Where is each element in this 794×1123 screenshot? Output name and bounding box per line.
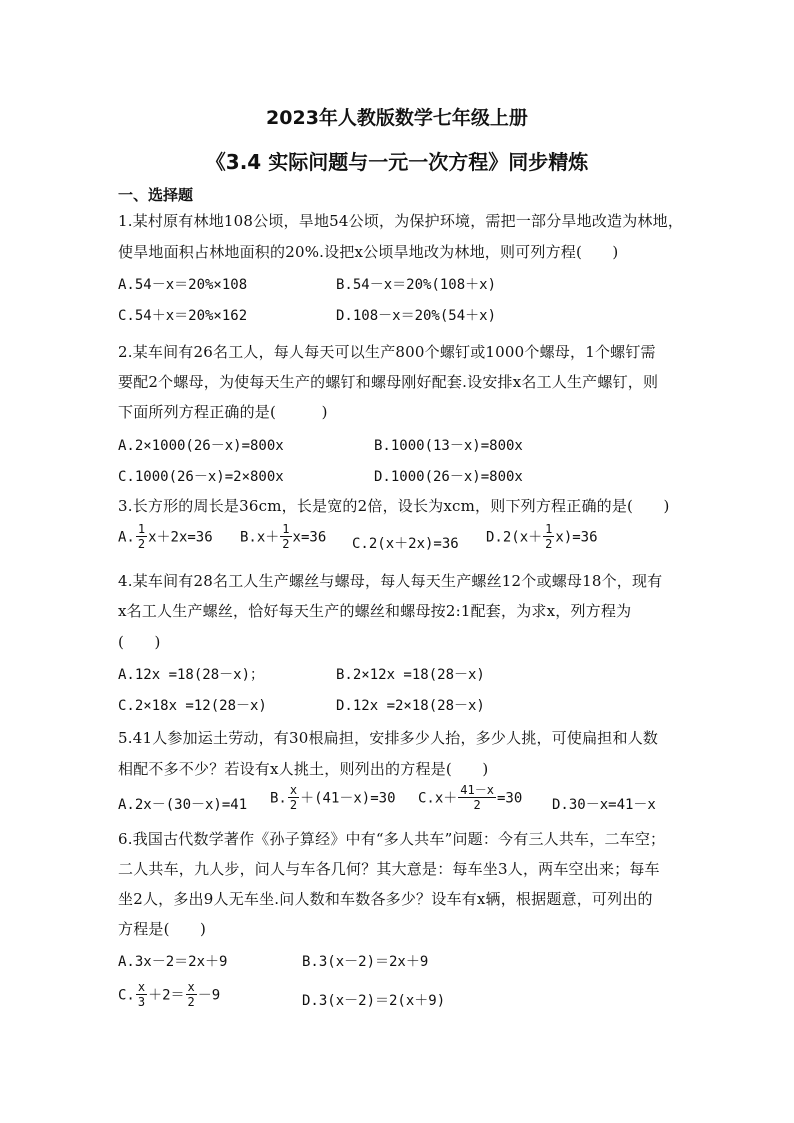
q5-option-c-suffix: =30 [496, 790, 523, 807]
q5-option-b-suffix: ＋(41－x)=30 [300, 790, 396, 807]
q5-option-d: D.30－x=41－x [552, 797, 656, 813]
q4-option-a: A.12x =18(28－x)； [118, 667, 265, 683]
document-subtitle: 《3.4 实际问题与一元一次方程》同步精炼 [205, 150, 589, 174]
q3-option-a-prefix: A. [118, 529, 135, 546]
fraction-denominator: 2 [545, 537, 553, 551]
fraction-numerator: x [289, 783, 298, 797]
document-title: 2023年人教版数学七年级上册 [266, 107, 528, 129]
fraction [186, 981, 197, 1008]
q3-option-b-prefix: B.x＋ [240, 529, 280, 546]
q6-line-1: 6.我国古代数学著作《孙子算经》中有“多人共车”问题：今有三人共车，二车空； [118, 830, 666, 848]
q4-option-d: D.12x =2×18(28－x) [336, 698, 485, 714]
q4-option-c: C.2×18x =12(28－x) [118, 698, 267, 714]
fraction-numerator: x [137, 980, 146, 994]
q6-line-2: 二人共车，九人步，问人与车各几何？其大意是：每车坐3人，两车空出来；每车 [118, 860, 660, 878]
q3-option-b [240, 524, 326, 551]
q3-line-1: 3.长方形的周长是36cm，长是宽的2倍，设长为xcm，则下列方程正确的是( ) [118, 497, 670, 515]
fraction-numerator: 1 [282, 522, 290, 536]
q1-option-a: A.54－x＝20%×108 [118, 277, 248, 293]
q6-option-c-middle: ＋2＝ [148, 987, 185, 1004]
q1-option-c: C.54＋x＝20%×162 [118, 308, 248, 324]
q5-line-1: 5.41人参加运土劳动，有30根扁担，安排多少人抬，多少人挑，可使扁担和人数 [118, 729, 659, 747]
fraction-denominator: 3 [137, 995, 146, 1009]
q6-option-c [118, 982, 220, 1009]
fraction-numerator: 1 [137, 522, 146, 536]
fraction-numerator: x [187, 980, 195, 994]
q5-option-a: A.2x－(30－x)=41 [118, 797, 248, 813]
q2-option-a: A.2×1000(26－x)=800x [118, 438, 284, 454]
q3-option-b-suffix: x=36 [292, 529, 327, 546]
q3-option-d [486, 524, 598, 551]
q6-option-c-prefix: C. [118, 987, 135, 1004]
q2-option-d: D.1000(26－x)=800x [374, 469, 523, 485]
fraction-denominator: 2 [282, 537, 290, 551]
fraction-numerator: 1 [545, 522, 553, 536]
q4-line-1: 4.某车间有28名工人生产螺丝与螺母，每人每天生产螺丝12个或螺母18个，现有 [118, 572, 663, 590]
q3-option-a [118, 524, 213, 551]
fraction-half [543, 523, 554, 550]
q5-option-c [418, 785, 522, 812]
fraction [288, 784, 299, 811]
q2-line-2: 要配2个螺母，为使每天生产的螺钉和螺母刚好配套.设安排x名工人生产螺钉，则 [118, 373, 659, 391]
q2-option-c: C.1000(26－x)=2×800x [118, 469, 284, 485]
fraction-numerator: 41－x [460, 783, 494, 797]
q3-option-d-prefix: D.2(x＋ [486, 529, 543, 546]
q2-line-3: 下面所列方程正确的是( ) [118, 403, 328, 421]
q2-option-b: B.1000(13－x)=800x [374, 438, 523, 454]
q4-line-2: x名工人生产螺丝，恰好每天生产的螺丝和螺母按2:1配套，为求x，列方程为 [118, 602, 632, 620]
q2-line-1: 2.某车间有26名工人，每人每天可以生产800个螺钉或1000个螺母，1个螺钉需 [118, 343, 656, 361]
q6-line-4: 方程是( ) [118, 920, 207, 938]
q6-option-d: D.3(x－2)＝2(x＋9) [302, 993, 446, 1009]
fraction-denominator: 2 [473, 798, 481, 812]
q1-option-b: B.54－x＝20%(108＋x) [336, 277, 497, 293]
q4-option-b: B.2×12x =18(28－x) [336, 667, 485, 683]
q3-option-c: C.2(x＋2x)=36 [352, 536, 459, 552]
section-heading: 一、选择题 [118, 186, 194, 204]
q1-option-d: D.108－x＝20%(54＋x) [336, 308, 497, 324]
q3-option-d-suffix: x)=36 [555, 529, 598, 546]
fraction-half [136, 523, 147, 550]
q4-line-3: ( ) [118, 633, 161, 651]
fraction-half [280, 523, 291, 550]
q3-option-a-suffix: x＋2x=36 [148, 529, 213, 546]
fraction [458, 784, 496, 811]
q5-option-b-prefix: B. [270, 790, 287, 807]
q5-option-c-prefix: C.x＋ [418, 790, 458, 807]
q1-line-2: 使旱地面积占林地面积的20%.设把x公顷旱地改为林地，则可列方程( ) [118, 243, 619, 261]
q6-line-3: 坐2人，多出9人无车坐.问人数和车数各多少？设车有x辆，根据题意，可列出的 [118, 890, 653, 908]
q6-option-b: B.3(x－2)＝2x＋9 [302, 954, 429, 970]
fraction-denominator: 2 [289, 798, 298, 812]
q5-line-2: 相配不多不少？若设有x人挑土，则列出的方程是( ) [118, 760, 489, 778]
fraction [136, 981, 147, 1008]
q6-option-c-suffix: －9 [197, 987, 221, 1004]
q1-line-1: 1.某村原有林地108公顷，旱地54公顷，为保护环境，需把一部分旱地改造为林地， [118, 212, 684, 230]
fraction-denominator: 2 [187, 995, 195, 1009]
q6-option-a: A.3x－2＝2x＋9 [118, 954, 228, 970]
q5-option-b [270, 785, 396, 812]
fraction-denominator: 2 [137, 537, 146, 551]
